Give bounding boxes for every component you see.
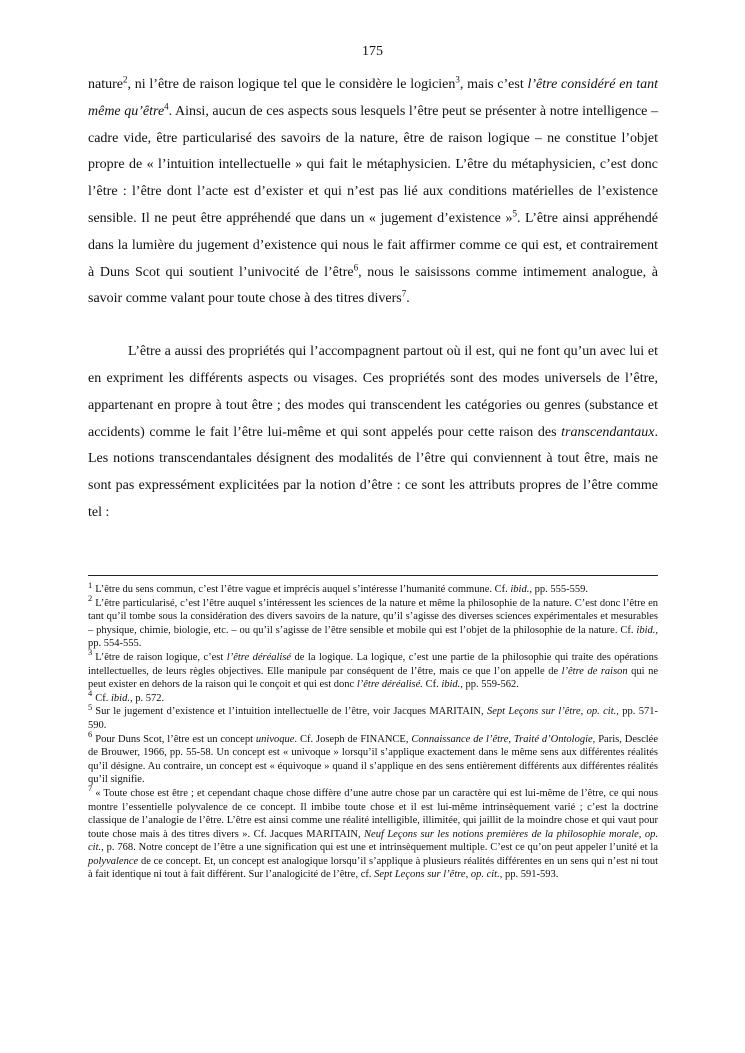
page-number: 175 [362,44,383,59]
footnote-number: 2 [88,593,93,604]
footnote-ref[interactable]: 3 [455,74,460,85]
footnote-number: 7 [88,783,93,794]
footnote-number: 3 [88,647,93,658]
footnote-number: 6 [88,729,93,740]
paragraph-2: L’être a aussi des propriétés qui l’accompagnent partout où il est, qui ne font qu’un avec lui et en expriment les différents aspects ou visages. Ces propriétés sont des modes universels de l’être, appartenant en propre à tout être ; des modes qui transcendent les catégories ou genres (substance et accidents) comme le fait l’être lui-même et qui sont appelés pour cette raison des transcendantaux. Les notions transcendantales désignent des modalités de l’être qui conviennent à tout être, mais ne sont pas expressément explicitées par la notion d’être : ce sont les attributs propres de l’être comme tel : [88,344,658,520]
footnote-4: $^4$ Cf. ibid., p. 572. [88,688,165,704]
footnote-ref[interactable]: 6 [353,261,359,272]
main-text [88,72,658,527]
footnote-5: $^5$ Sur le jugement d’existence et l’intuition intellectuelle de l’être, voir Jacques MARITAIN, Sept Leçons sur l’être, op. cit., pp. 571-590. [88,701,658,731]
footnote-7: $^7$ « Toute chose est être ; et cependant chaque chose diffère d’une autre chose par un caractère qui est lui-même de l’être, ce qui nous montre l’essentielle polyvalence de ce concept. Il imbibe toute chose et il est lui-même intrinsèquement varié ; c’est la doctrine classique de l’analogie de l’être. L’être est ainsi comme une réalité intelligible, illimitée, qui jaillit de la moindre chose et qui vaut pour toute chose mais à des titres divers ». Cf. Jacques MARITAIN, Neuf Leçons sur les notions premières de la philosophie morale, op. cit., p. 768. Notre concept de l’être a une signification qui est une et intrinsèquement multiple. C’est ce qu’on peut appeler l’unité et la polyvalence de ce concept. Et, un concept est analogique lorsqu’il s’applique à plusieurs réalités différentes en un sens qui n’est ni tout à fait identique ni tout à fait différent. Sur l’analogicité de l’être, cf. Sept Leçons sur l’être, op. cit., pp. 591-593. [88,783,658,881]
footnote-3: $^3$ L’être de raison logique, c’est l’être déréalisé de la logique. La logique, c’est une partie de la philosophie qui traite des opérations intellectuelles, de leurs règles objectives. Elle manipule par conséquent de l’être, mais ce que l’on appelle de l’être de raison qui ne peut exister en dehors de la raison qui le conçoit et qui est donc l’être déréalisé. Cf. ibid., pp. 559-562. [88,647,658,691]
footnote-ref[interactable]: 5 [512,208,517,219]
paragraph-1: nature$^2$, ni l’être de raison logique tel que le considère le logicien$^3$, mais c’est l’être considéré en tant même qu’être$^4$. Ainsi, aucun de ces aspects sous lesquels l’être peut se présenter à notre intelligence – cadre vide, être particularisé des savoirs de la nature, être de raison logique – ne constitue l’objet propre de « l’intuition intellectuelle » qui fait le métaphysicien. L’être du métaphysicien, c’est donc l’être : l’être dont l’acte est d’exister et qui n’est pas lié aux conditions matérielles de l’existence sensible. Il ne peut être appréhendé que dans un « jugement d’existence »$^5$. L’être ainsi appréhendé dans la lumière du jugement d’existence qui nous le fait affirmer comme ce qui est, et contrairement à Duns Scot qui soutient l’univocité de l’être$^6$, nous le saisissons comme intimement analogue, à savoir comme valant pour toute chose à des titres divers$^7$. [88,74,658,307]
footnote-6: $^6$ Pour Duns Scot, l’être est un concept univoque. Cf. Joseph de FINANCE, Connaissance de l’être, Traité d’Ontologie, Paris, Desclée de Brouwer, 1966, pp. 55-58. Un concept est « univoque » lorsqu’il s’applique exactement dans le même sens aux différentes réalités qu’il désigne. Au contraire, un concept est « équivoque » quand il s’applique en des sens entièrement différents aux différentes réalités qu’il signifie. [88,729,658,786]
footnote-number: 1 [88,579,93,590]
footnote-number: 5 [88,701,93,712]
footnote-number: 4 [88,688,93,699]
footnote-ref[interactable]: 7 [401,288,407,299]
footnote-ref[interactable]: 2 [122,74,128,85]
footnote-1: $^1$ L’être du sens commun, c’est l’être vague et imprécis auquel s’intéresse l’humanité commune. Cf. ibid., pp. 555-559. [88,579,588,595]
footnote-ref[interactable]: 4 [164,101,169,112]
footnotes [88,579,658,882]
footnote-2: $^2$ L’être particularisé, c’est l’être auquel s’intéressent les sciences de la nature et même la philosophie de la nature. C’est donc l’être en tant qu’il tombe sous la considération des divers savoirs de la nature, qu’il s’agisse des diverses sciences expérimentales et mesurables – physique, chimie, biologie, etc. – ou qu’il s’agisse de l’être sensible et mobile qui est l’objet de la philosophie de la nature. Cf. ibid., pp. 554-555. [88,593,658,650]
footnote-separator [88,575,658,576]
